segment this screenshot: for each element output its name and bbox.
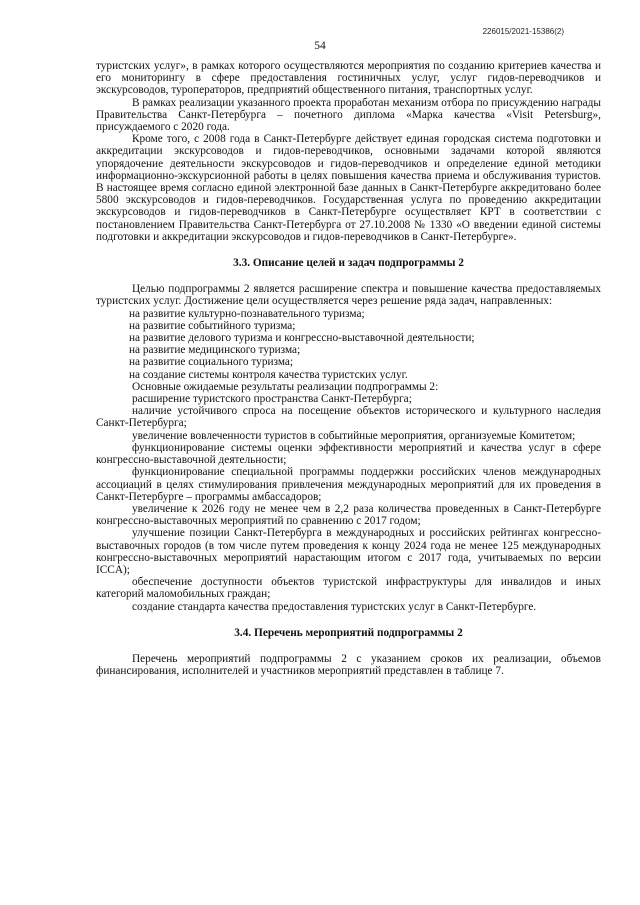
task-item: на развитие делового туризма и конгрессно-выставочной деятельности; bbox=[129, 332, 475, 345]
section-heading-3-4: 3.4. Перечень мероприятий подпрограммы 2 bbox=[234, 626, 463, 639]
paragraph-goal: Целью подпрограммы 2 является расширение спектра и повышение качества предоставляемых туристских услуг. Достижение цели осуществляется через решение ряда задач, направленных: bbox=[96, 283, 601, 308]
task-item: на развитие культурно-познавательного туризма; bbox=[129, 307, 365, 320]
result-item: наличие устойчивого спроса на посещение объектов исторического и культурного наследия Санкт-Петербурга; bbox=[96, 405, 601, 430]
paragraph-results-intro: Основные ожидаемые результаты реализации подпрограммы 2: bbox=[132, 380, 439, 393]
paragraph-accreditation: Кроме того, с 2008 года в Санкт-Петербурге действует единая городская система подготовки и аккредитации экскурсоводов и гидов-переводчиков, основными задачами которой являются упорядочение деятельности экскурсоводов и гидов-переводчиков и определение единой методики информационно-экскурсионной работы в целях повышения качества приема и обслуживания туристов. В настоящее время согласно единой электронной базе данных в Санкт-Петербурге аккредитовано более 5800 экскурсоводов и гидов-переводчиков. Государственная услуга по проведению аккредитации экскурсоводов и гидов-переводчиков в Санкт-Петербурге осуществляет КРТ в соответствии с постановлением Правительства Санкт-Петербурга от 27.10.2008 № 1330 «О введении единой системы подготовки и аккредитации экскурсоводов и гидов-переводчиков в Санкт-Петербурге». bbox=[96, 133, 601, 243]
result-item: расширение туристского пространства Санкт-Петербурга; bbox=[132, 393, 412, 406]
result-item: функционирование специальной программы поддержки российских членов международных ассоциаций в целях стимулирования привлечения международных мероприятий для их проведения в Санкт-Петербурге – программы амбассадоров; bbox=[96, 466, 601, 503]
result-item: обеспечение доступности объектов туристской инфраструктуры для инвалидов и иных категорий маломобильных граждан; bbox=[96, 576, 601, 601]
task-item: на развитие медицинского туризма; bbox=[129, 344, 301, 357]
paragraph-award: В рамках реализации указанного проекта проработан механизм отбора по присуждению награды Правительства Санкт-Петербурга – почетного диплома «Марка качества «Visit Petersburg», присуждаемого с 2020 года. bbox=[96, 96, 601, 134]
result-item: увеличение вовлеченности туристов в событийные мероприятия, организуемые Комитетом; bbox=[132, 429, 576, 442]
document-body bbox=[96, 60, 601, 677]
result-item: создание стандарта качества предоставления туристских услуг в Санкт-Петербурге. bbox=[132, 600, 537, 613]
task-item: на развитие социального туризма; bbox=[129, 356, 294, 369]
paragraph-continuation: туристских услуг», в рамках которого осуществляются мероприятия по созданию критериев качества и его мониторингу в сфере предоставления гостиничных услуг, услуг гидов-переводчиков и экскурсоводов, туроператоров, предприятий общественного питания, транспортных услуг. bbox=[96, 60, 601, 97]
task-item: на создание системы контроля качества туристских услуг. bbox=[129, 368, 408, 381]
section-heading-3-3: 3.3. Описание целей и задач подпрограммы 2 bbox=[233, 257, 464, 270]
result-item: увеличение к 2026 году не менее чем в 2,2 раза количества проведенных в Санкт-Петербурге конгрессно-выставочных мероприятий по сравнению с 2017 годом; bbox=[96, 502, 601, 528]
paragraph-table-reference: Перечень мероприятий подпрограммы 2 с указанием сроков их реализации, объемов финансирования, исполнителей и участников мероприятий представлен в таблице 7. bbox=[96, 652, 601, 678]
task-item: на развитие событийного туризма; bbox=[129, 319, 296, 332]
page-number: 54 bbox=[314, 40, 326, 52]
result-item: функционирование системы оценки эффективности мероприятий и качества услуг в сфере конгрессно-выставочной деятельности; bbox=[96, 441, 601, 467]
document-registration-code: 226015/2021-15386(2) bbox=[482, 27, 564, 36]
result-item: улучшение позиции Санкт-Петербурга в международных и российских рейтингах конгрессно-выставочных городов (в том числе путем проведения к концу 2024 года не менее 125 международных конгрессно-выставочных мероприятий нарастающим итогом с 2017 года, учитываемых по версии ICCA); bbox=[96, 527, 601, 576]
